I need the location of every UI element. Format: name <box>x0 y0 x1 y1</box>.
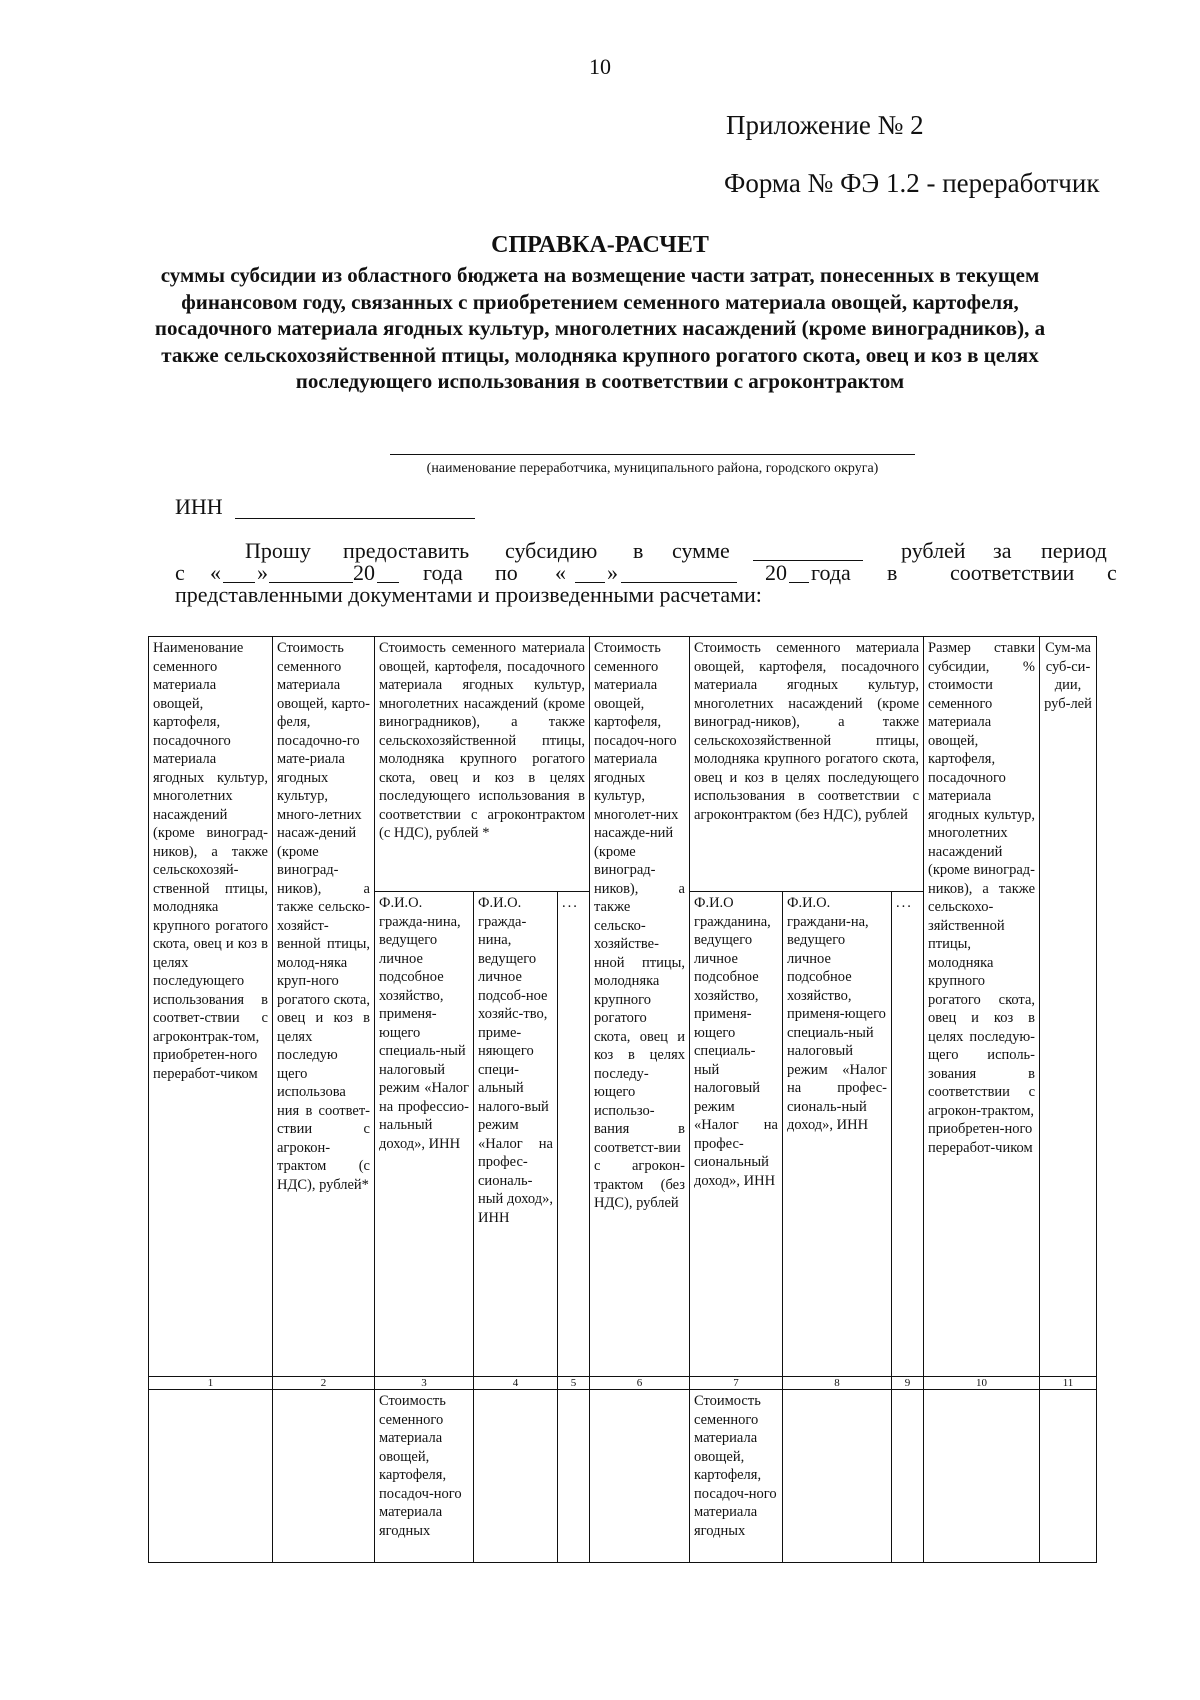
year-to-line <box>789 582 809 583</box>
header-cell-3a: Ф.И.О. гражда-нина, ведущего личное подсобное хозяйство, применя-ющего специаль-ный налоговый режим «Налог на профессио-нальный доход», ИНН <box>375 892 474 1377</box>
inn-line <box>235 518 475 519</box>
column-number: 9 <box>892 1377 924 1390</box>
request-word: 20 <box>765 560 787 585</box>
request-word: « <box>210 560 221 585</box>
table-header-row <box>149 637 1097 892</box>
table-cell <box>474 1390 558 1563</box>
form-number: Форма № ФЭ 1.2 - переработчик <box>724 168 1100 198</box>
table-cell <box>924 1390 1040 1563</box>
column-number: 11 <box>1040 1377 1097 1390</box>
request-word: « <box>555 560 566 585</box>
request-word: года <box>811 560 851 585</box>
column-number: 1 <box>149 1377 273 1390</box>
header-cell-7a: Ф.И.О гражданина, ведущего личное подсобное хозяйство, применя-ющего специаль-ный налоговый режим «Налог на профес-сиональный доход», ИНН <box>690 892 783 1377</box>
request-word: » <box>607 560 618 585</box>
request-word: за <box>993 538 1012 563</box>
header-cell-2: Стоимость семенного материала овощей, карто-феля, посадочно-го мате-риала ягодных культур, много-летних насаж-дений (кроме виноград-ников), а также сельско-хозяйст-венной птицы, молод-няка круп-ного рогатого скота, овец и коз в целях последую щего использова ния в соответ-ствии с агрокон-трактом (с НДС), рублей* <box>273 637 375 1377</box>
header-cell-10: Размер ставки субсидии, % стоимости семенного материала овощей, картофеля, посадочного материала ягодных культур, многолетних насаждений (кроме виноград-ников), а также сельскохо-зяйственной птицы, молодняка крупного рогатого скота, овец и коз в целях последую-щего исполь-зования в соответствии с агрокон-трактом, приобретен-ного переработ-чиком <box>924 637 1040 1377</box>
processor-name-line <box>390 454 915 455</box>
column-number: 8 <box>783 1377 892 1390</box>
subsidy-calculation-table <box>148 636 1097 1563</box>
request-word: Прошу <box>245 538 311 563</box>
column-number: 2 <box>273 1377 375 1390</box>
page-number: 10 <box>589 54 611 79</box>
header-cell-1: Наименование семенного материала овощей, картофеля, посадочного материала ягодных культур, многолетних насаждений (кроме виноград-ников), а также сельскохозяй-ственной птицы, молодняка крупного рогатого скота, овец и коз в целях последующего использования в соответ-ствии с агроконтрак-том, приобретен-ного переработ-чиком <box>149 637 273 1377</box>
table-cell-cost: Стоимость семенного материала овощей, картофеля, посадоч-ного материала ягодных <box>690 1390 783 1563</box>
header-cell-3c: ... <box>558 892 590 1377</box>
header-cell-7b: Ф.И.О. граждани-на, ведущего личное подсобное хозяйство, применя-ющего специаль-ный налоговый режим «Налог на профес-сиональ-ный доход», ИНН <box>783 892 892 1377</box>
table-cell <box>149 1390 273 1563</box>
header-cell-7c: ... <box>892 892 924 1377</box>
column-number: 5 <box>558 1377 590 1390</box>
column-number: 10 <box>924 1377 1040 1390</box>
request-word: с <box>175 560 185 585</box>
inn-label: ИНН <box>175 494 223 519</box>
request-word: в <box>887 560 898 585</box>
table-cell <box>1040 1390 1097 1563</box>
table-cell <box>892 1390 924 1563</box>
request-word: представленными документами и произведенными расчетами: <box>175 582 762 607</box>
column-number: 6 <box>590 1377 690 1390</box>
column-number-row <box>149 1377 1097 1390</box>
table-cell <box>273 1390 375 1563</box>
header-cell-7: Стоимость семенного материала овощей, картофеля, посадочного материала ягодных культур, многолетних насаждений (кроме виноград-ников), а также сельскохозяйственной птицы, молодняка крупного рогатого скота, овец и коз в целях последующего использования в соответствии с агроконтрактом (без НДС), рублей <box>690 637 924 892</box>
column-number: 3 <box>375 1377 474 1390</box>
document-subtitle: суммы субсидии из областного бюджета на возмещение части затрат, понесенных в текущем финансовом году, связанных с приобретением семенного материала овощей, картофеля, посадочного материала ягодных культур, многолетних насаждений (кроме виноградников), а также сельскохозяйственной птицы, молодняка крупного рогатого скота, овец и коз в целях последующего использования в соответствии с агроконтрактом <box>154 263 1046 393</box>
request-word: по <box>495 560 518 585</box>
header-cell-6: Стоимость семенного материала овощей, картофеля, посадоч-ного материала ягодных культур, многолет-них насажде-ний (кроме виноград-ников), а также сельско-хозяйстве-нной птицы, молодняка крупного рогатого скота, овец и коз в целях последу-ющего использо-вания в соответст-вии с агрокон-трактом (без НДС), рублей <box>590 637 690 1377</box>
column-number: 7 <box>690 1377 783 1390</box>
request-word: соответствии <box>950 560 1075 585</box>
request-word: года <box>423 560 463 585</box>
request-word: 20 <box>353 560 375 585</box>
processor-name-caption: (наименование переработчика, муниципального района, городского округа) <box>426 461 879 476</box>
table-row <box>149 1390 1097 1563</box>
header-cell-3: Стоимость семенного материала овощей, картофеля, посадочного материала ягодных культур, многолетних насаждений (кроме виноградников), а также сельскохозяйственной птицы, молодняка крупного рогатого скота, овец и коз в целях последующего использования в соответствии с агроконтрактом (с НДС), рублей * <box>375 637 590 892</box>
request-word: предоставить <box>343 538 470 563</box>
table-cell <box>590 1390 690 1563</box>
header-cell-11: Сум-ма суб-си-дии, руб-лей <box>1040 637 1097 1377</box>
request-word: в <box>633 538 644 563</box>
request-word: » <box>257 560 268 585</box>
column-number: 4 <box>474 1377 558 1390</box>
appendix-label: Приложение № 2 <box>726 110 924 140</box>
request-word: субсидию <box>505 538 598 563</box>
request-word: период <box>1041 538 1107 563</box>
table-cell <box>558 1390 590 1563</box>
table-cell-cost: Стоимость семенного материала овощей, картофеля, посадоч-ного материала ягодных <box>375 1390 474 1563</box>
header-cell-3b: Ф.И.О. гражда-нина, ведущего личное подсоб-ное хозяйс-тво, приме-няющего специ-альный налого-вый режим «Налог на профес-сиональ-ный доход», ИНН <box>474 892 558 1377</box>
table-cell <box>783 1390 892 1563</box>
document-title: СПРАВКА-РАСЧЕТ <box>491 232 709 258</box>
request-word: сумме <box>672 538 730 563</box>
request-word: с <box>1107 560 1117 585</box>
request-word: рублей <box>901 538 966 563</box>
